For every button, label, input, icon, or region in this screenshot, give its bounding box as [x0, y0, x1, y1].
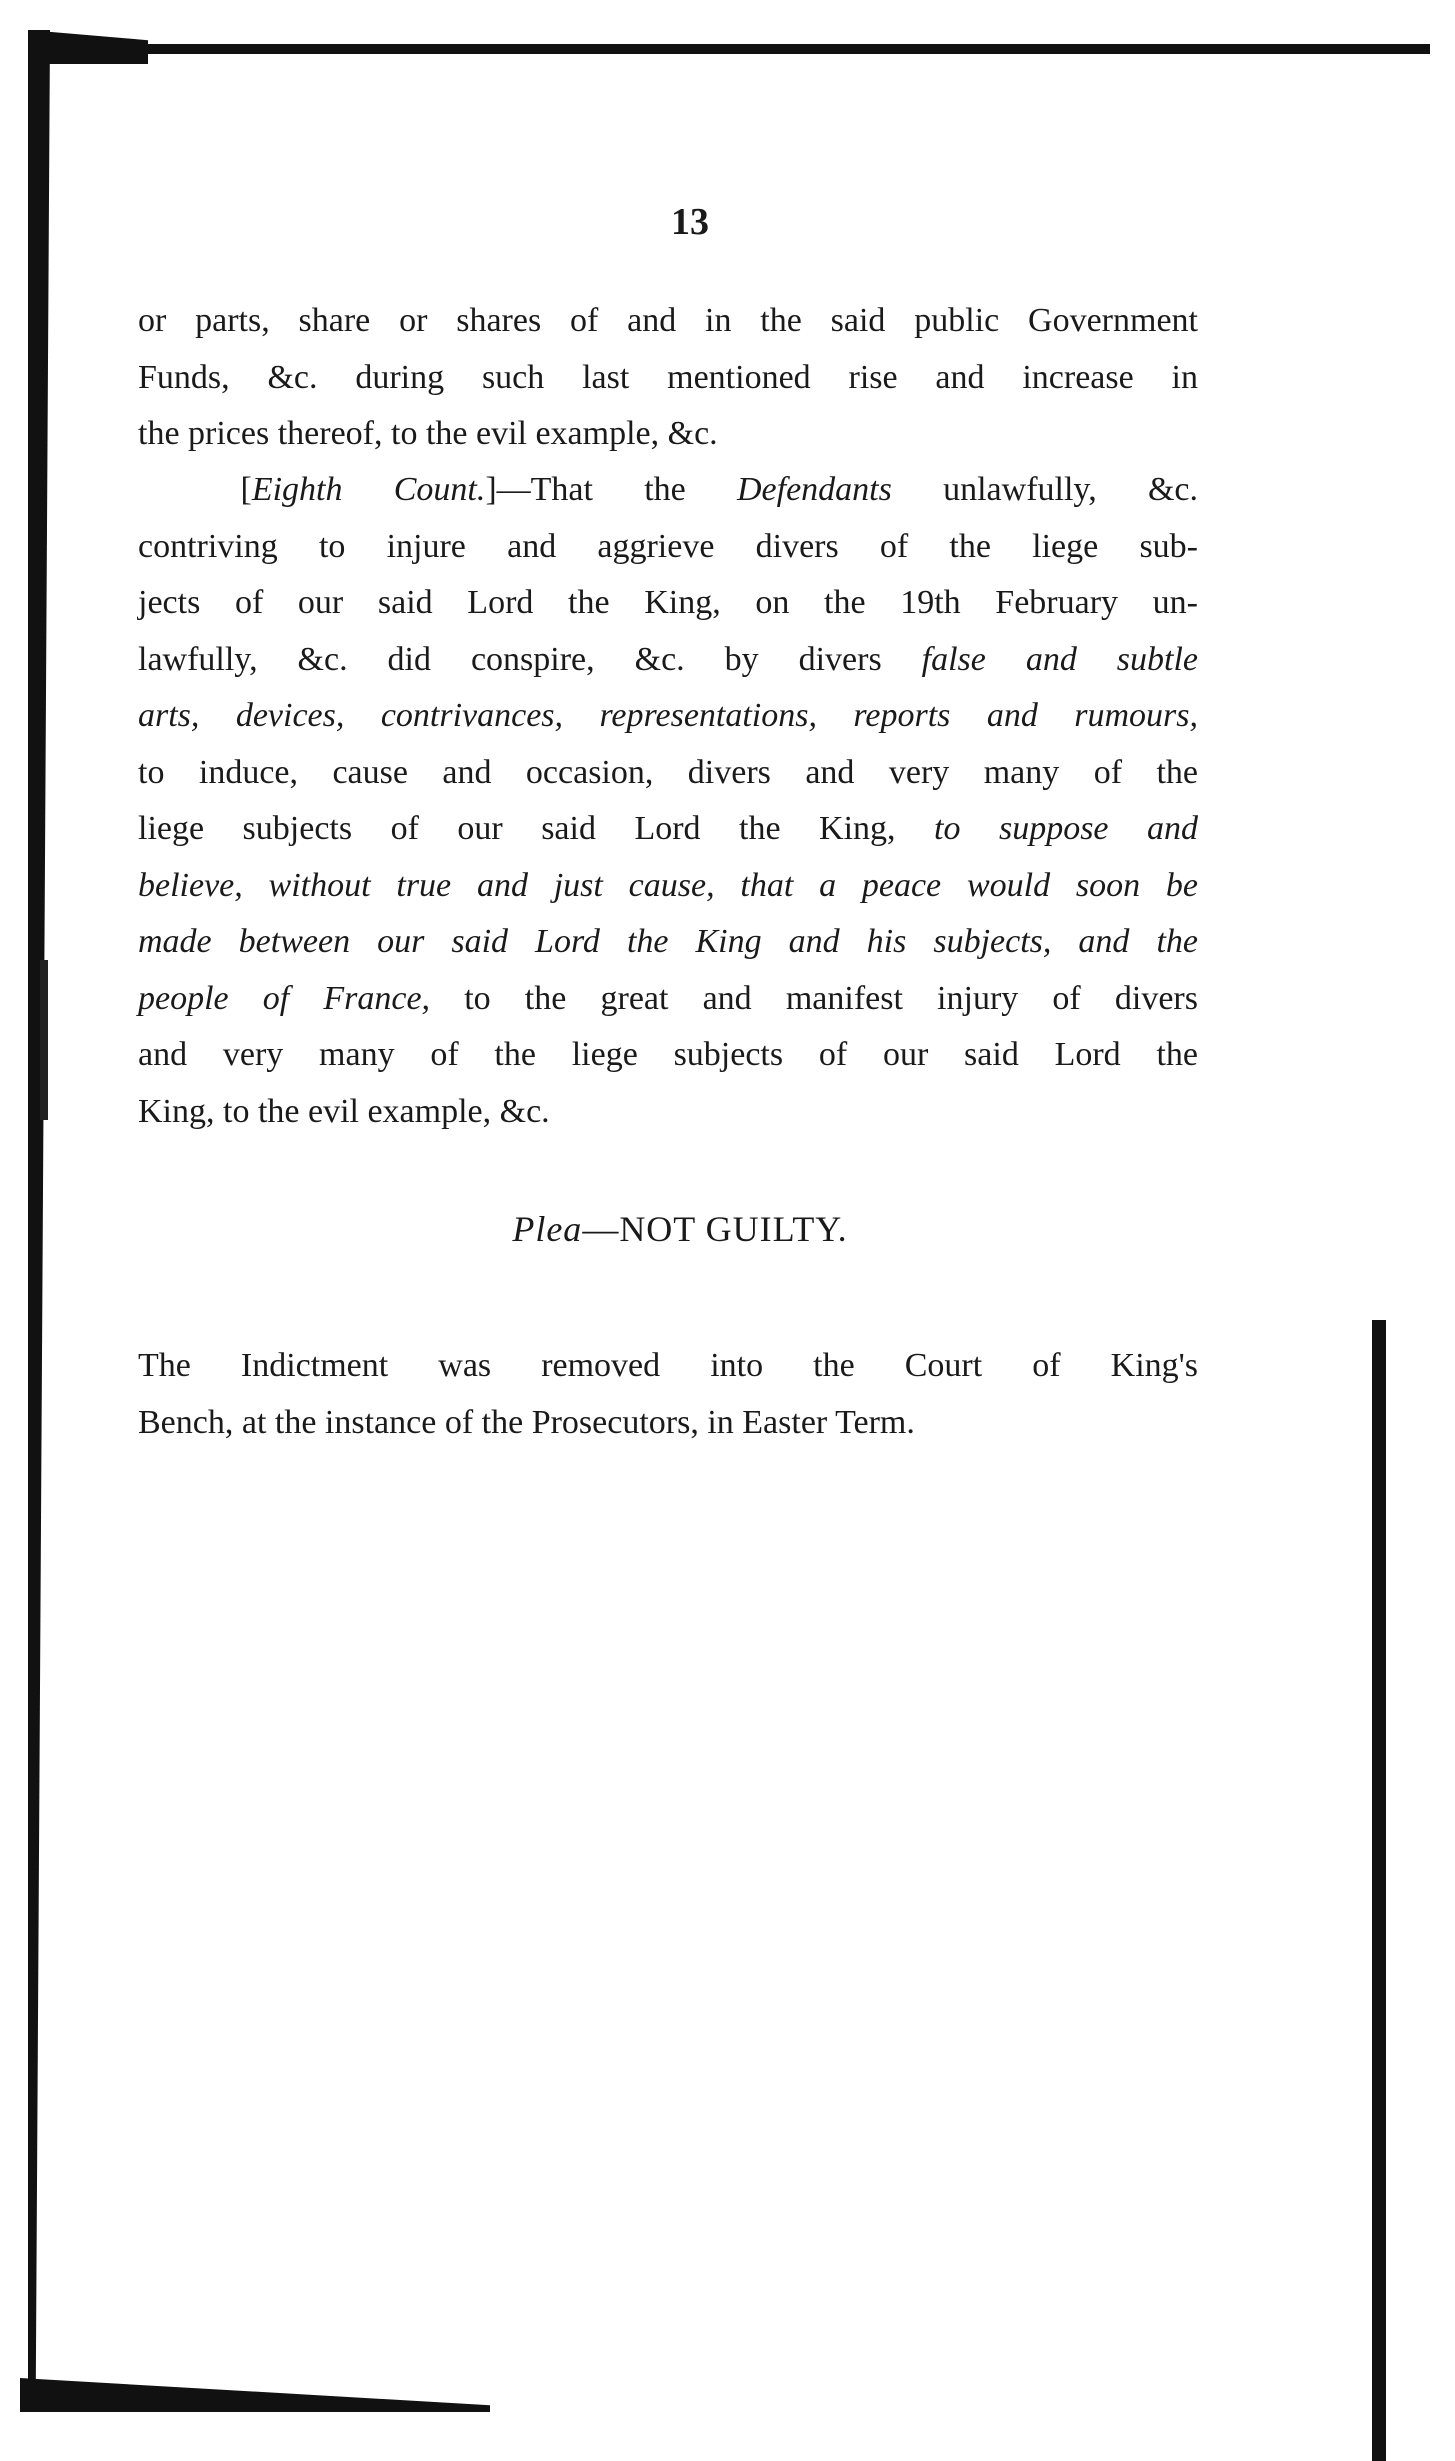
text-line: contriving to injure and aggrieve divers of the liege sub- [138, 527, 1198, 565]
defendants-term: Defendants [737, 471, 892, 508]
text-line: to induce, cause and occasion, divers and very many of the [138, 753, 1198, 791]
scan-edge-bottom [20, 2378, 490, 2412]
text-line: and very many of the liege subjects of our said Lord the [138, 1036, 1198, 1073]
text-line: arts, devices, contrivances, representations, reports and rumours, [138, 697, 1198, 734]
italic-run: to suppose and [934, 810, 1198, 847]
text-line: the prices thereof, to the evil example, &c. [138, 415, 718, 452]
text-run: lawfully, &c. did conspire, &c. by divers [138, 640, 922, 678]
plea-label: Plea [512, 1209, 583, 1249]
text-run: liege subjects of our said Lord the King, [138, 810, 935, 847]
scan-edge-top [40, 44, 1430, 54]
scan-edge-mark [40, 960, 48, 1120]
plea-heading [400, 1208, 960, 1250]
italic-run: false and subtle [921, 640, 1198, 678]
page-number: 13 [671, 201, 709, 243]
text-line: [Eighth Count.]—That the Defendants unlawfully, &c. [138, 471, 1198, 508]
text-line: Bench, at the instance of the Prosecutors, in Easter Term. [138, 1403, 915, 1441]
text-line [138, 801, 1198, 858]
text-run: to the great and manifest injury of divers [430, 979, 1198, 1017]
text-line: jects of our said Lord the King, on the 19th February un- [138, 584, 1198, 621]
count-label: Eighth Count. [251, 471, 486, 508]
text-line [138, 971, 1198, 1028]
italic-run: people of France, [138, 979, 431, 1017]
paragraph-2 [138, 462, 1198, 1140]
text-line: The Indictment was removed into the Court of King's [138, 1347, 1198, 1384]
text-line: King, to the evil example, &c. [138, 1092, 550, 1130]
text-line: or parts, share or shares of and in the said public Government [138, 302, 1198, 339]
text-line: Funds, &c. during such last mentioned rise and increase in [138, 358, 1198, 396]
text-line: believe, without true and just cause, that a peace would soon be [138, 866, 1198, 904]
paragraph-1 [138, 293, 1198, 463]
text-line: made between our said Lord the King and his subjects, and the [138, 923, 1198, 960]
text-line [138, 632, 1198, 689]
plea-verdict: —NOT GUILTY. [582, 1209, 848, 1249]
paragraph-3 [138, 1338, 1198, 1451]
scan-edge-right [1372, 1320, 1386, 2461]
text-run: unlawfully, &c. [891, 471, 1198, 508]
text-run: ]—That the [485, 471, 737, 508]
scan-edge-left [28, 30, 50, 2400]
